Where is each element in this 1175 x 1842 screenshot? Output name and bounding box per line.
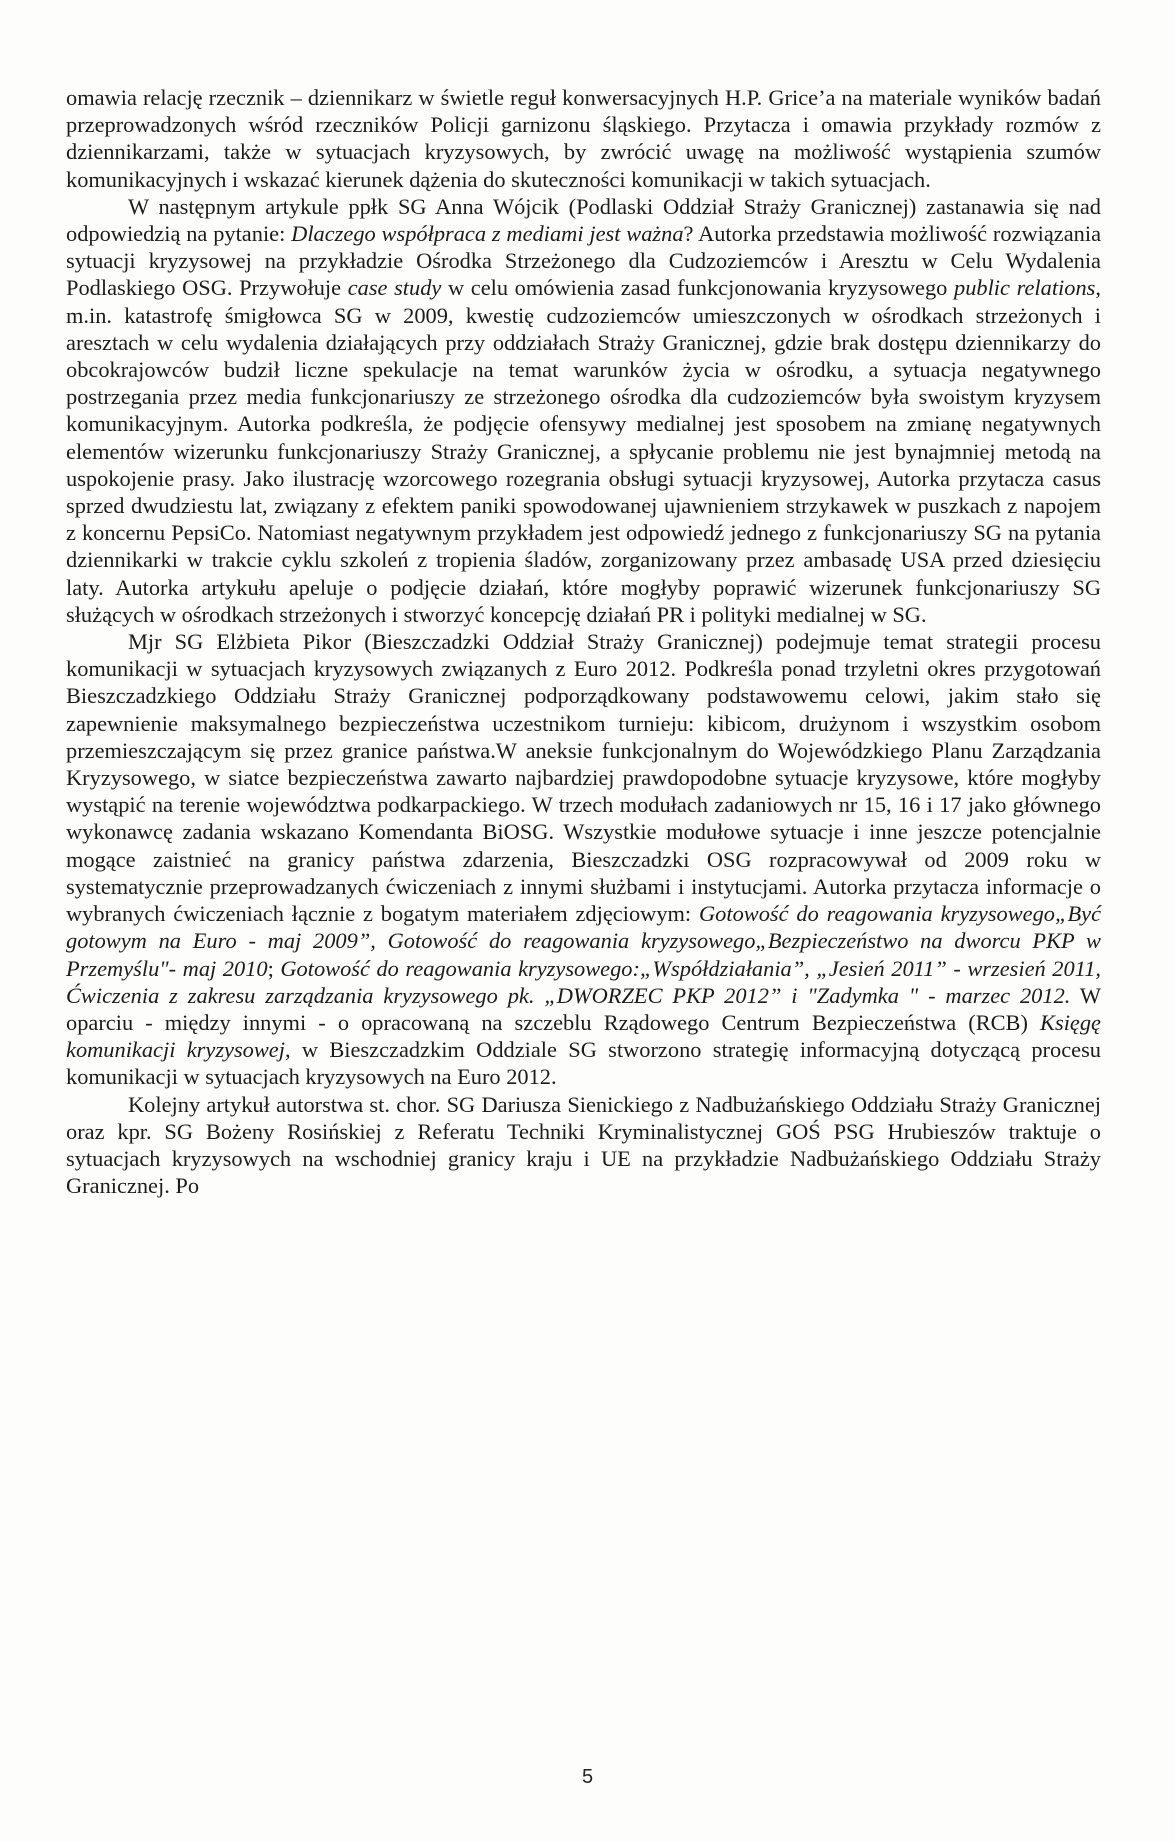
text-segment: omawia relację rzecznik – dziennikarz w świetle reguł konwersacyjnych H.P. Grice’a na materiale wyników badań przeprowadzonych wśród rzeczników Policji garnizonu śląskiego. Przytacza i omawia przykłady rozmów z dziennikarzami, także w sytuacjach kryzysowych, by zwrócić uwagę na możliwość wystąpienia szumów komunikacyjnych i wskazać kierunek dążenia do skuteczności komunikacji w takich sytuacjach. — [66, 85, 1101, 192]
text-segment: ? Autorka przedstawia możliwość rozwiązania sytuacji kryzysowej na przykładzie Ośrodka Strzeżonego dla Cudzoziemców i Aresztu w Celu Wydalenia Podlaskiego OSG. Przywołuje — [66, 221, 1102, 301]
text-segment: ; — [267, 955, 281, 981]
paragraph — [66, 84, 1101, 193]
text-segment: Kolejny artykuł autorstwa st. chor. SG Dariusza Sienickiego z Nadbużańskiego Oddziału Straży Granicznej oraz kpr. SG Bożeny Rosińskiej z Referatu Techniki Kryminalistycznej GOŚ PSG Hrubieszów traktuje o sytuacjach kryzysowych na wschodniej granicy kraju i UE na przykładzie Nadbużańskiego Oddziału Straży Granicznej. Po — [66, 1091, 1101, 1199]
text-segment: w celu omówienia zasad funkcjonowania kryzysowego — [441, 275, 954, 301]
text-segment: , w Bieszczadzkim Oddziale SG stworzono strategię informacyjną dotyczącą procesu komunikacji w sytuacjach kryzysowych na Euro 2012. — [66, 1037, 1101, 1090]
italic-text: Dlaczego współpraca z mediami jest ważna — [291, 221, 684, 247]
text-segment: Mjr SG Elżbieta Pikor (Bieszczadzki Oddział Straży Granicznej) podejmuje temat strategii procesu komunikacji w sytuacjach kryzysowych związanych z Euro 2012. Podkreśla ponad trzyletni okres przygotowań Bieszczadzkiego Oddziału Straży Granicznej podporządkowany podstawowemu celowi, jakim stało się zapewnienie maksymalnego bezpieczeństwa uczestnikom turnieju: kibicom, drużynom i wszystkim osobom przemieszczającym się przez granice państwa.W aneksie funkcjonalnym do Wojewódzkiego Planu Zarządzania Kryzysowego, w siatce bezpieczeństwa zawarto najbardziej prawdopodobne sytuacje kryzysowe, które mogłyby wystąpić na terenie województwa podkarpackiego. W trzech modułach zadaniowych nr 15, 16 i 17 jako głównego wykonawcę zadania wskazano Komendanta BiOSG. Wszystkie modułowe sytuacje i inne jeszcze potencjalnie mogące zaistnieć na granicy państwa zdarzenia, Bieszczadzki OSG rozpracowywał od 2009 roku w systematycznie przeprowadzanych ćwiczeniach z innymi służbami i instytucjami. Autorka przytacza informacje o wybranych ćwiczeniach łącznie z bogatym materiałem zdjęciowym: — [66, 629, 1101, 927]
page-number: 5 — [581, 1766, 594, 1788]
italic-text: public relations — [954, 275, 1096, 301]
text-segment: , m.in. katastrofę śmigłowca SG w 2009, kwestię cudzoziemców umieszczonych w ośrodkach strzeżonych i aresztach w celu wydalenia działających przy oddziałach Straży Granicznej, gdzie brak dostępu dziennikarzy do obcokrajowców budził liczne spekulacje na temat warunków życia w ośrodku, a sytuacja negatywnego postrzegania przez media funkcjonariuszy ze strzeżonego ośrodka dla cudzoziemców była swoistym kryzysem komunikacyjnym. Autorka podkreśla, że podjęcie ofensywy medialnej jest sposobem na zmianę negatywnych elementów wizerunku funkcjonariuszy Straży Granicznej, a spłycanie problemu nie jest bynajmniej metodą na uspokojenie prasy. Jako ilustrację wzorcowego rozegrania obsługi sytuacji kryzysowej, Autorka przytacza casus sprzed dwudziestu lat, związany z efektem paniki spowodowanej ujawnieniem strzykawek w puszkach z napojem z koncernu PepsiCo. Natomiast negatywnym przykładem jest odpowiedź jednego z funkcjonariuszy SG na pytania dziennikarki w trakcie cyklu szkoleń z tropienia śladów, zorganizowany przez ambasadę USA przed dziesięciu laty. Autorka artykułu apeluje o podjęcie działań, które mogłyby poprawić wizerunek funkcjonariuszy SG służących w ośrodkach strzeżonych i stworzyć koncepcję działań PR i polityki medialnej w SG. — [66, 275, 1101, 627]
text-segment: W następnym artykule ppłk SG Anna Wójcik (Podlaski Oddział Straży Granicznej) zastanawia się nad odpowiedzią na pytanie: — [66, 193, 1101, 247]
italic-text: Księgę komunikacji kryzysowej — [66, 1009, 1101, 1063]
text-segment: W oparciu - między innymi - o opracowaną na szczeblu Rządowego Centrum Bezpieczeństwa (RCB) — [66, 982, 1101, 1035]
paragraph — [66, 628, 1101, 1090]
paragraph — [66, 193, 1101, 628]
italic-text: Gotowość do reagowania kryzysowego„Być gotowym na Euro - maj 2009”, Gotowość do reagowania kryzysowego„Bezpieczeństwo na dworcu PKP w Przemyślu"- maj 2010 — [66, 901, 1102, 981]
paragraph — [66, 1091, 1101, 1200]
italic-text: case study — [347, 275, 442, 301]
italic-text: Gotowość do reagowania kryzysowego:„Współdziałania”, „Jesień 2011” - wrzesień 2011, Ćwiczenia z zakresu zarządzania kryzysowego pk. „DWORZEC PKP 2012” i "Zadymka " - marzec 2012. — [66, 955, 1101, 1008]
document-body — [66, 84, 1101, 1199]
